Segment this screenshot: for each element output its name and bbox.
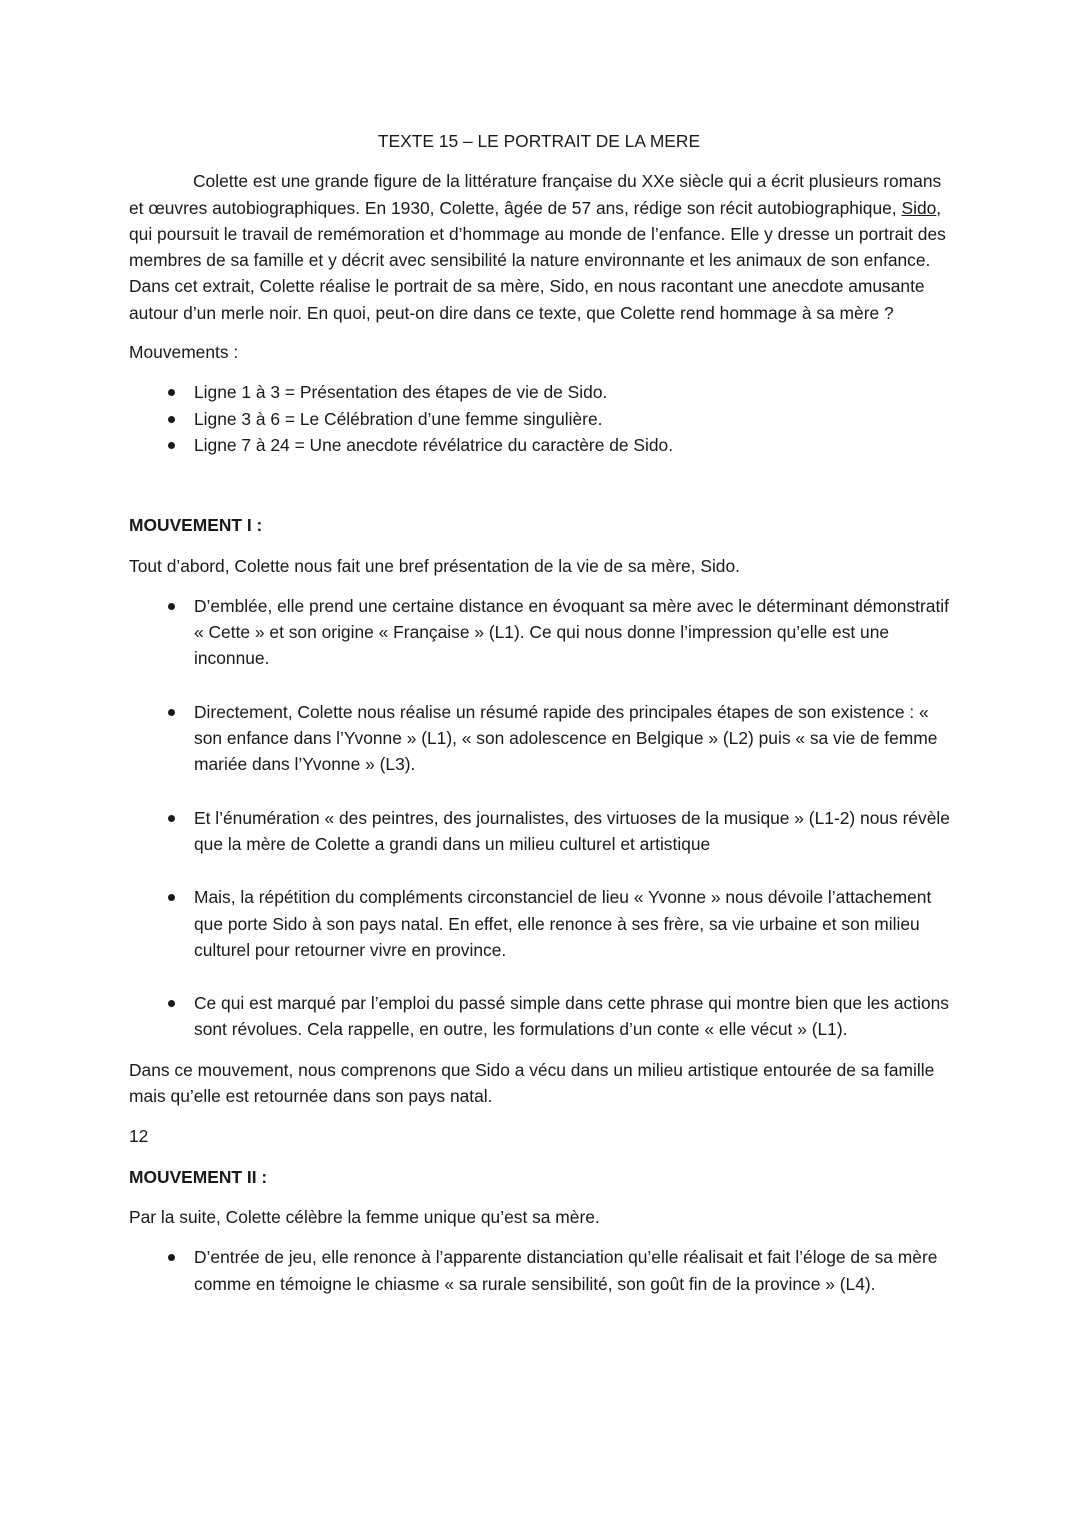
intro-text-end: , qui poursuit le travail de remémoration et d’hommage au monde de l’enfance. Elle y dresse un portrait des membres de sa famille et y décrit avec sensibilité la nature environnante et les animaux de son enfance. Dans cet extrait, Colette réalise le portrait de sa mère, Sido, en nous racontant une anecdote amusante autour d’un merle noir. En quoi, peut-on dire dans ce texte, que Colette rend hommage à sa mère ?	[129, 197, 946, 323]
mouvement-2-lead: Par la suite, Colette célèbre la femme unique qu’est sa mère.	[129, 1206, 600, 1227]
mouvement-2-heading: MOUVEMENT II :	[129, 1166, 268, 1187]
analysis-point: Ce qui est marqué par l’emploi du passé simple dans cette phrase qui montre bien que les actions sont révolues. Cela rappelle, en outre, les formulations d’un conte « elle vécut » (L1).	[129, 990, 959, 1043]
movement-item: Ligne 1 à 3 = Présentation des étapes de vie de Sido.	[129, 379, 959, 405]
document-page	[129, 128, 959, 1311]
mouvement-1-lead: Tout d’abord, Colette nous fait une bref présentation de la vie de sa mère, Sido.	[129, 555, 740, 576]
movements-list	[129, 379, 959, 458]
analysis-point: D’emblée, elle prend une certaine distance en évoquant sa mère avec le déterminant démonstratif « Cette » et son origine « Française » (L1). Ce qui nous donne l’impression qu’elle est une inconnue.	[129, 593, 959, 672]
analysis-point: Mais, la répétition du compléments circonstanciel de lieu « Yvonne » nous dévoile l’attachement que porte Sido à son pays natal. En effet, elle renonce à ses frère, sa vie urbaine et son milieu culturel pour retourner vivre en province.	[129, 884, 959, 963]
mouvement-1-conclusion: Dans ce mouvement, nous comprenons que Sido a vécu dans un milieu artistique entourée de sa famille mais qu’elle est retournée dans son pays natal.	[129, 1059, 935, 1107]
document-title: TEXTE 15 – LE PORTRAIT DE LA MERE	[377, 131, 701, 151]
mouvement-2-points	[129, 1244, 959, 1297]
movements-label: Mouvements :	[129, 342, 239, 363]
mouvement-1-heading: MOUVEMENT I :	[129, 515, 263, 536]
book-title-sido: Sido	[901, 197, 937, 218]
analysis-point: Directement, Colette nous réalise un résumé rapide des principales étapes de son existence : « son enfance dans l’Yvonne » (L1), « son adolescence en Belgique » (L2) puis « sa vie de femme mariée dans l’Yvonne » (L3).	[129, 699, 959, 778]
movement-item: Ligne 3 à 6 = Le Célébration d’une femme singulière.	[129, 406, 959, 432]
intro-paragraph	[129, 168, 959, 326]
mouvement-1-points	[129, 593, 959, 1043]
movement-item: Ligne 7 à 24 = Une anecdote révélatrice du caractère de Sido.	[129, 432, 959, 458]
page-number: 12	[129, 1126, 149, 1147]
analysis-point: D’entrée de jeu, elle renonce à l’apparente distanciation qu’elle réalisait et fait l’éloge de sa mère comme en témoigne le chiasme « sa rurale sensibilité, son goût fin de la province » (L4).	[129, 1244, 959, 1297]
analysis-point: Et l’énumération « des peintres, des journalistes, des virtuoses de la musique » (L1-2) nous révèle que la mère de Colette a grandi dans un milieu culturel et artistique	[129, 805, 959, 858]
intro-text-start: Colette est une grande figure de la littérature française du XXe siècle qui a écrit plusieurs romans et œuvres autobiographiques. En 1930, Colette, âgée de 57 ans, rédige son récit autobiographique,	[129, 171, 942, 218]
